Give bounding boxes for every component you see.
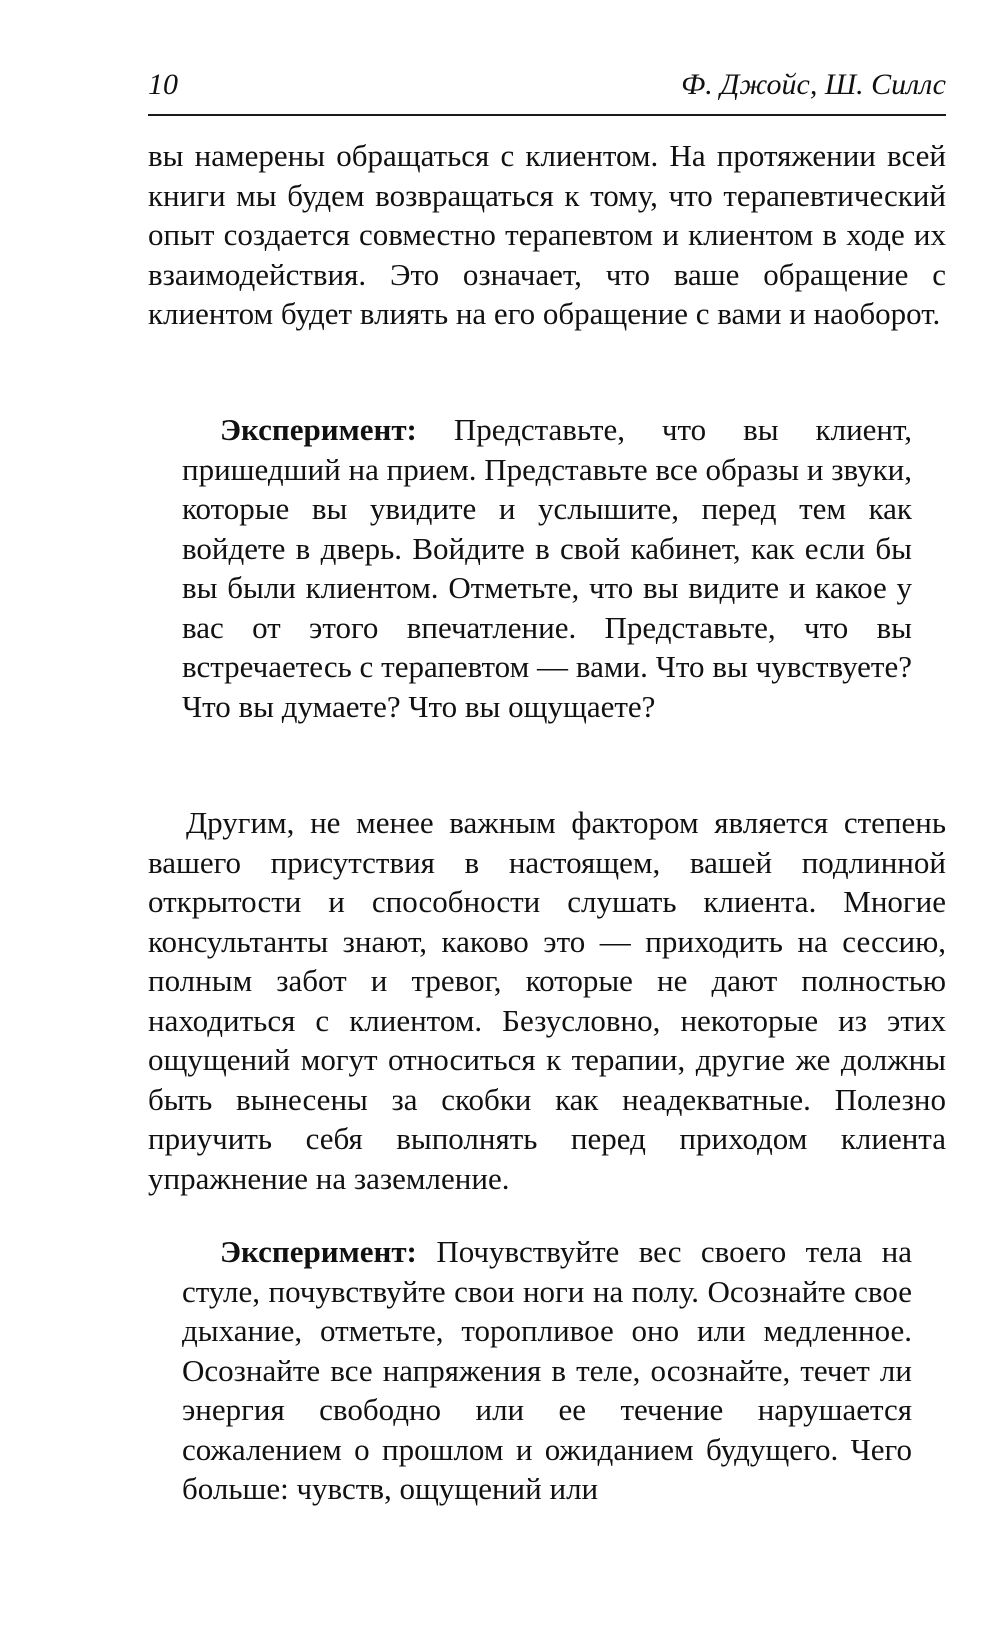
experiment-block-1 <box>182 410 912 726</box>
paragraph-presence: Другим, не менее важным фактором является степень вашего присутствия в настоящем, вашей подлинной открытости и способности слушать клиента. Многие консультанты знают, каково это — приходить на сессию, полным забот и тревог, которые не дают полностью находиться с клиентом. Безусловно, некоторые из этих ощущений могут относиться к терапии, другие же должны быть вынесены за скобки как неадекватные. Полезно приучить себя выполнять перед приходом клиента упражнение на заземление. <box>148 805 946 1196</box>
running-head: Ф. Джойс, Ш. Силлс <box>681 68 946 101</box>
experiment-label: Эксперимент: <box>220 412 417 447</box>
experiment-label: Эксперимент: <box>220 1234 417 1269</box>
experiment-text: Представьте, что вы клиент, пришедший на прием. Представьте все образы и звуки, которые вы увидите и услышите, перед тем как войдете в дверь. Войдите в свой кабинет, как если бы вы были клиентом. Отметьте, что вы видите и какое у вас от этого впечатление. Представьте, что вы встречаетесь с терапевтом — вами. Что вы чувствуете? Что вы думаете? Что вы ощущаете? <box>182 412 912 724</box>
paragraph-intro: вы намерены обращаться с клиентом. На протяжении всей книги мы будем возвращаться к тому, что терапевтический опыт создается совместно терапевтом и клиентом в ходе их взаимодействия. Это означает, что ваше обращение с клиентом будет влиять на его обращение с вами и наоборот. <box>148 138 946 331</box>
experiment-block-2 <box>182 1232 912 1509</box>
experiment-text: Почувствуйте вес своего тела на стуле, почувствуйте свои ноги на полу. Осознайте свое дыхание, отметьте, торопливое оно или медленное. Осознайте все напряжения в теле, осознайте, течет ли энергия свободно или ее течение нарушается сожалением о прошлом и ожиданием будущего. Чего больше: чувств, ощущений или <box>182 1234 912 1506</box>
page-number: 10 <box>148 68 178 101</box>
page-header <box>148 66 946 116</box>
